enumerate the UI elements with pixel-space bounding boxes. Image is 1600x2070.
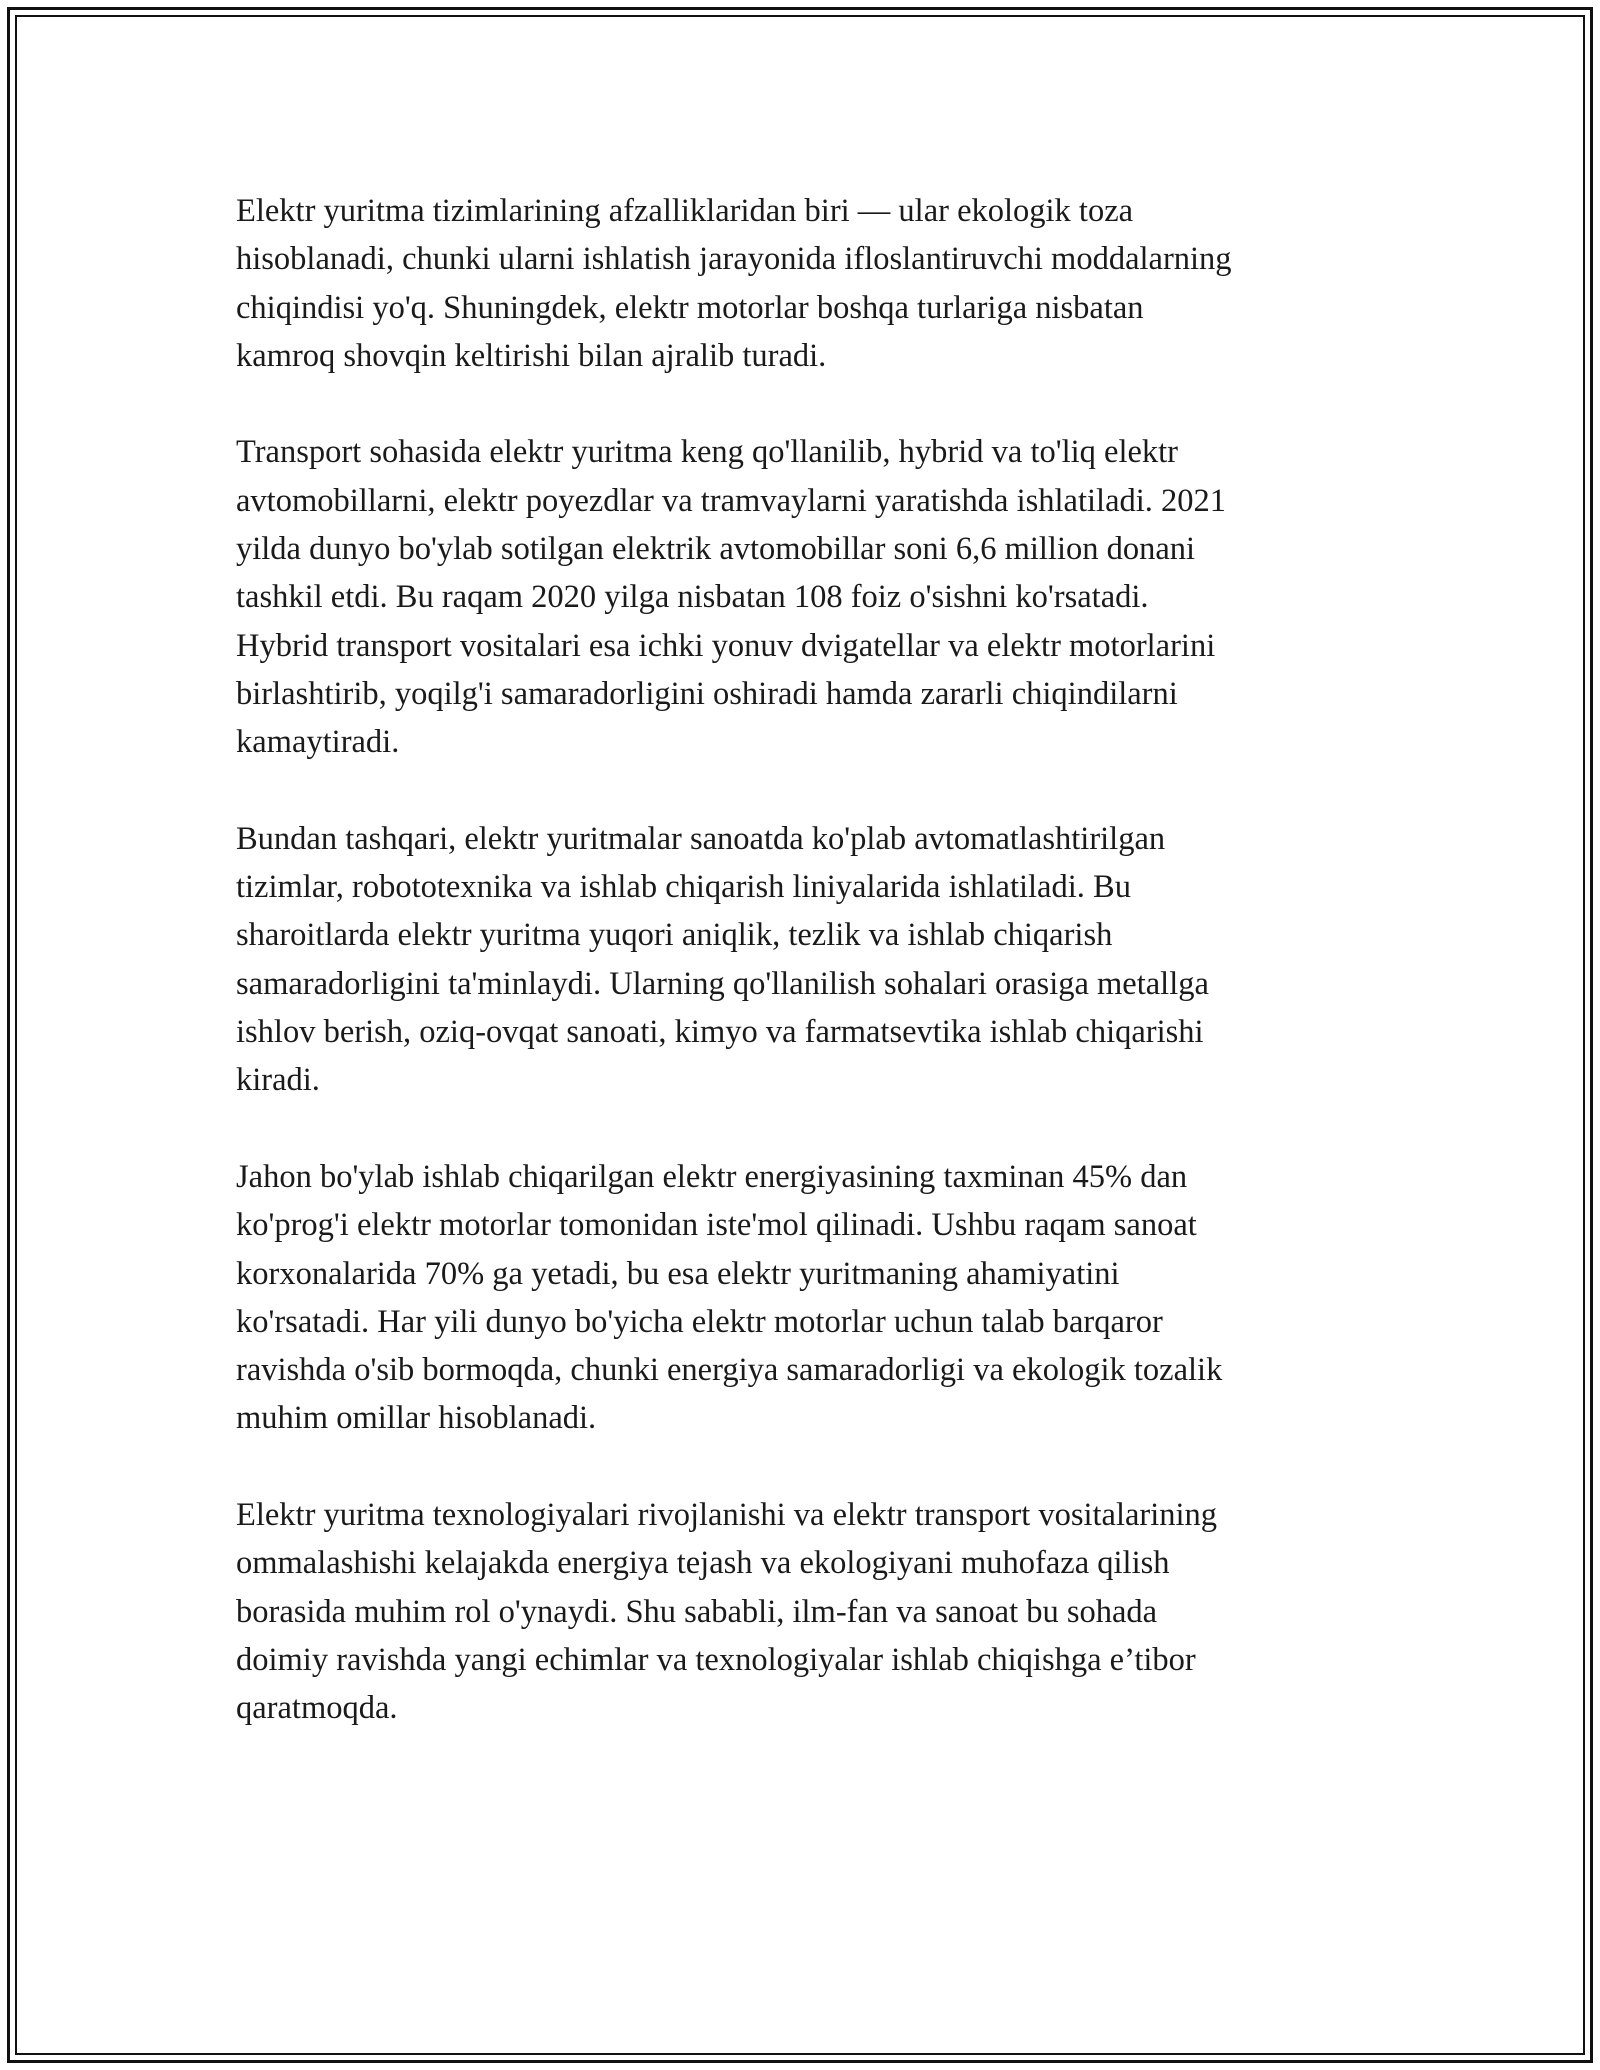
text-line: hisoblanadi, chunki ularni ishlatish jarayonida ifloslantiruvchi moddalarning xyxy=(236,241,1232,278)
text-line: Transport sohasida elektr yuritma keng qo'llanilib, hybrid va to'liq elektr xyxy=(236,434,1179,471)
paragraph-2 xyxy=(236,428,1366,766)
text-line: kiradi. xyxy=(236,1062,320,1099)
document-body xyxy=(236,187,1366,1781)
text-line: tashkil etdi. Bu raqam 2020 yilga nisbatan 108 foiz o'sishni ko'rsatadi. xyxy=(236,579,1149,616)
text-line: samaradorligini ta'minlaydi. Ularning qo'llanilish sohalari orasiga metallga xyxy=(236,965,1209,1002)
text-line: ommalashishi kelajakda energiya tejash va ekologiyani muhofaza qilish xyxy=(236,1545,1170,1582)
text-line: borasida muhim rol o'ynaydi. Shu sababli, ilm-fan va sanoat bu sohada xyxy=(236,1593,1158,1630)
paragraph-3 xyxy=(236,815,1366,1105)
text-line: chiqindisi yo'q. Shuningdek, elektr motorlar boshqa turlariga nisbatan xyxy=(236,289,1144,326)
text-line: ko'prog'i elektr motorlar tomonidan iste'mol qilinadi. Ushbu raqam sanoat xyxy=(236,1207,1197,1244)
text-line: ko'rsatadi. Har yili dunyo bo'yicha elektr motorlar uchun talab barqaror xyxy=(236,1303,1163,1340)
paragraph-5 xyxy=(236,1491,1366,1732)
text-line: qaratmoqda. xyxy=(236,1690,398,1727)
paragraph-4 xyxy=(236,1153,1366,1443)
text-line: tizimlar, robototexnika va ishlab chiqarish liniyalarida ishlatiladi. Bu xyxy=(236,869,1131,906)
text-line: birlashtirib, yoqilg'i samaradorligini oshiradi hamda zararli chiqindilarni xyxy=(236,675,1178,712)
text-line: avtomobillarni, elektr poyezdlar va tramvaylarni yaratishda ishlatiladi. 2021 xyxy=(236,482,1227,519)
text-line: Elektr yuritma texnologiyalari rivojlanishi va elektr transport vositalarining xyxy=(236,1497,1218,1534)
text-line: Jahon bo'ylab ishlab chiqarilgan elektr energiyasining taxminan 45% dan xyxy=(236,1158,1188,1195)
text-line: korxonalarida 70% ga yetadi, bu esa elektr yuritmaning ahamiyatini xyxy=(236,1255,1120,1292)
text-line: Bundan tashqari, elektr yuritmalar sanoatda ko'plab avtomatlashtirilgan xyxy=(236,820,1166,857)
text-line: yilda dunyo bo'ylab sotilgan elektrik avtomobillar soni 6,6 million donani xyxy=(236,531,1196,568)
text-line: doimiy ravishda yangi echimlar va texnologiyalar ishlab chiqishga e’tibor xyxy=(236,1641,1196,1678)
text-line: kamaytiradi. xyxy=(236,724,400,761)
text-line: kamroq shovqin keltirishi bilan ajralib turadi. xyxy=(236,337,827,374)
text-line: Elektr yuritma tizimlarining afzalliklaridan biri — ular ekologik toza xyxy=(236,193,1134,229)
text-line: ishlov berish, oziq-ovqat sanoati, kimyo va farmatsevtika ishlab chiqarishi xyxy=(236,1014,1204,1051)
paragraph-1 xyxy=(236,187,1366,380)
text-line: Hybrid transport vositalari esa ichki yonuv dvigatellar va elektr motorlarini xyxy=(236,627,1216,664)
text-line: sharoitlarda elektr yuritma yuqori aniqlik, tezlik va ishlab chiqarish xyxy=(236,917,1113,954)
text-line: ravishda o'sib bormoqda, chunki energiya samaradorligi va ekologik tozalik xyxy=(236,1352,1223,1389)
text-line: muhim omillar hisoblanadi. xyxy=(236,1400,597,1437)
